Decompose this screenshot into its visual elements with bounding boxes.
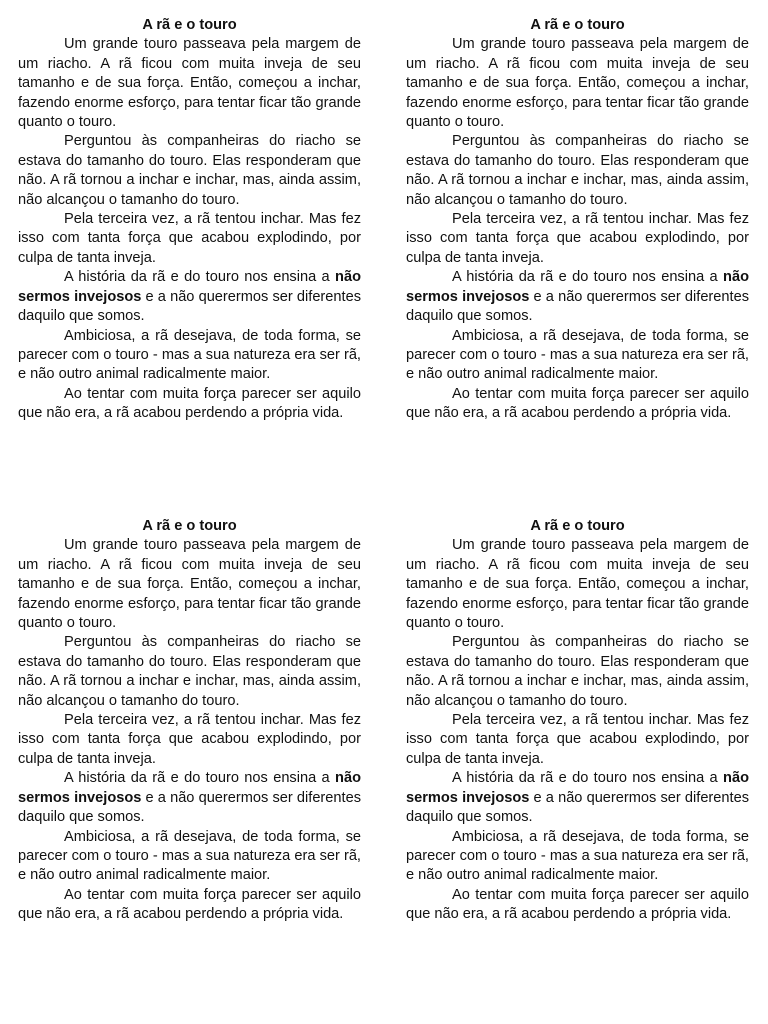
story-title: A rã e o touro bbox=[530, 17, 625, 33]
moral-text: A história da rã e do touro nos ensina a bbox=[64, 269, 336, 286]
story-paragraph-4 bbox=[18, 769, 361, 827]
story-paragraph-5: Ambiciosa, a rã desejava, de toda forma, se parecer com o touro - mas a sua natureza era ser rã, e não outro animal radicalmente maior. bbox=[406, 828, 749, 884]
story-paragraph-3: Pela terceira vez, a rã tentou inchar. Mas fez isso com tanta força que acabou explodindo, por culpa de tanta inveja. bbox=[406, 211, 749, 266]
story-copy-top-left bbox=[18, 16, 361, 424]
moral-emphasis: não sermos invejosos bbox=[406, 770, 749, 806]
moral-text: A história da rã e do touro nos ensina a bbox=[452, 269, 724, 286]
story-paragraph-2: Perguntou às companheiras do riacho se estava do tamanho do touro. Elas responderam que não. A rã tornou a inchar e inchar, mas, ainda assim, não alcançou o tamanho do touro. bbox=[18, 133, 361, 208]
story-paragraph-2: Perguntou às companheiras do riacho se estava do tamanho do touro. Elas responderam que não. A rã tornou a inchar e inchar, mas, ainda assim, não alcançou o tamanho do touro. bbox=[406, 634, 749, 709]
story-paragraph-6: Ao tentar com muita força parecer ser aquilo que não era, a rã acabou perdendo a própria vida. bbox=[18, 385, 361, 422]
moral-text: A história da rã e do touro nos ensina a bbox=[452, 770, 724, 787]
moral-text-end: e a não querermos ser diferentes daquilo que somos. bbox=[18, 789, 361, 826]
story-copy-bottom-left bbox=[18, 517, 361, 925]
moral-text: A história da rã e do touro nos ensina a bbox=[64, 770, 336, 787]
moral-text-end: e a não querermos ser diferentes daquilo que somos. bbox=[406, 789, 749, 826]
story-copy-top-right bbox=[406, 16, 749, 424]
moral-emphasis: não sermos invejosos bbox=[406, 269, 749, 305]
story-paragraph-4 bbox=[406, 268, 749, 326]
story-paragraph-5: Ambiciosa, a rã desejava, de toda forma, se parecer com o touro - mas a sua natureza era ser rã, e não outro animal radicalmente maior. bbox=[18, 327, 361, 383]
story-paragraph-4 bbox=[18, 268, 361, 326]
moral-text-end: e a não querermos ser diferentes daquilo que somos. bbox=[406, 288, 749, 325]
story-paragraph-2: Perguntou às companheiras do riacho se estava do tamanho do touro. Elas responderam que não. A rã tornou a inchar e inchar, mas, ainda assim, não alcançou o tamanho do touro. bbox=[18, 634, 361, 709]
story-paragraph-6: Ao tentar com muita força parecer ser aquilo que não era, a rã acabou perdendo a própria vida. bbox=[18, 886, 361, 923]
story-title: A rã e o touro bbox=[142, 17, 237, 33]
moral-emphasis: não sermos invejosos bbox=[18, 269, 361, 305]
story-title: A rã e o touro bbox=[530, 518, 625, 534]
story-paragraph-1: Um grande touro passeava pela margem de um riacho. A rã ficou com muita inveja de seu tamanho e de sua força. Então, começou a inchar, fazendo enorme esforço, para tentar ficar tão grande quanto o touro. bbox=[18, 36, 361, 131]
story-paragraph-4 bbox=[406, 769, 749, 827]
story-paragraph-5: Ambiciosa, a rã desejava, de toda forma, se parecer com o touro - mas a sua natureza era ser rã, e não outro animal radicalmente maior. bbox=[18, 828, 361, 884]
story-paragraph-3: Pela terceira vez, a rã tentou inchar. Mas fez isso com tanta força que acabou explodindo, por culpa de tanta inveja. bbox=[406, 712, 749, 767]
story-copy-bottom-right bbox=[406, 517, 749, 925]
story-paragraph-3: Pela terceira vez, a rã tentou inchar. Mas fez isso com tanta força que acabou explodindo, por culpa de tanta inveja. bbox=[18, 712, 361, 767]
story-paragraph-3: Pela terceira vez, a rã tentou inchar. Mas fez isso com tanta força que acabou explodindo, por culpa de tanta inveja. bbox=[18, 211, 361, 266]
story-paragraph-5: Ambiciosa, a rã desejava, de toda forma, se parecer com o touro - mas a sua natureza era ser rã, e não outro animal radicalmente maior. bbox=[406, 327, 749, 383]
story-paragraph-6: Ao tentar com muita força parecer ser aquilo que não era, a rã acabou perdendo a própria vida. bbox=[406, 385, 749, 422]
story-paragraph-1: Um grande touro passeava pela margem de um riacho. A rã ficou com muita inveja de seu tamanho e de sua força. Então, começou a inchar, fazendo enorme esforço, para tentar ficar tão grande quanto o touro. bbox=[406, 537, 749, 632]
moral-emphasis: não sermos invejosos bbox=[18, 770, 361, 806]
story-paragraph-2: Perguntou às companheiras do riacho se estava do tamanho do touro. Elas responderam que não. A rã tornou a inchar e inchar, mas, ainda assim, não alcançou o tamanho do touro. bbox=[406, 133, 749, 208]
story-paragraph-1: Um grande touro passeava pela margem de um riacho. A rã ficou com muita inveja de seu tamanho e de sua força. Então, começou a inchar, fazendo enorme esforço, para tentar ficar tão grande quanto o touro. bbox=[406, 36, 749, 131]
story-title: A rã e o touro bbox=[142, 518, 237, 534]
story-paragraph-6: Ao tentar com muita força parecer ser aquilo que não era, a rã acabou perdendo a própria vida. bbox=[406, 886, 749, 923]
moral-text-end: e a não querermos ser diferentes daquilo que somos. bbox=[18, 288, 361, 325]
story-paragraph-1: Um grande touro passeava pela margem de um riacho. A rã ficou com muita inveja de seu tamanho e de sua força. Então, começou a inchar, fazendo enorme esforço, para tentar ficar tão grande quanto o touro. bbox=[18, 537, 361, 632]
